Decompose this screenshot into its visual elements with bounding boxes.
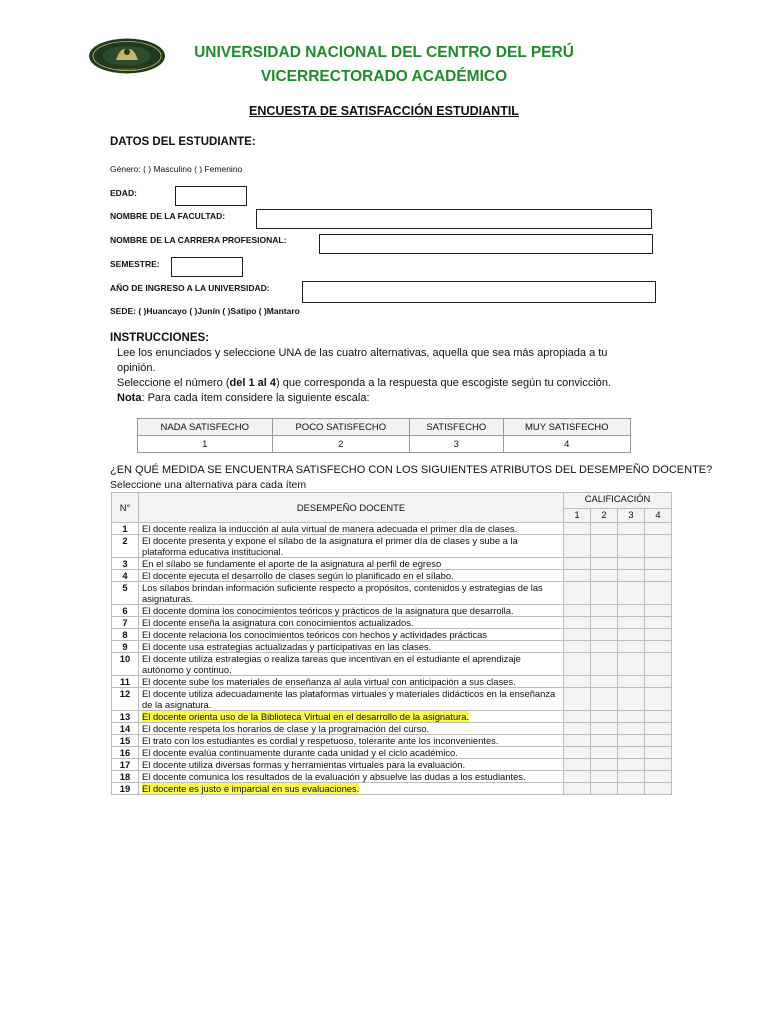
row-statement-text: El trato con los estudiantes es cordial y respetuoso, tolerante ante los inconvenientes. [142, 735, 499, 746]
row-statement-text: El docente respeta los horarios de clase y la programación del curso. [142, 723, 430, 734]
row-statement-text: El docente domina los conocimientos teóricos y prácticos de la asignatura que desarrolla. [142, 605, 514, 616]
row-statement-text: El docente utiliza diversas formas y herramientas virtuales para la evaluación. [142, 759, 466, 770]
row-number: 10 [112, 653, 139, 676]
instruction-line-2: Seleccione el número (del 1 al 4) que corresponda a la respuesta que escogiste según tu convicción. [117, 377, 612, 389]
rating-cell-4[interactable] [645, 723, 672, 735]
rating-cell-3[interactable] [618, 570, 645, 582]
campus-options: SEDE: ( )Huancayo ( )Junín ( )Satipo ( )Mantaro [110, 306, 300, 316]
table-row [112, 759, 672, 771]
rating-cell-1[interactable] [564, 759, 591, 771]
row-statement [139, 582, 564, 605]
row-statement [139, 747, 564, 759]
row-statement [139, 711, 564, 723]
rating-cell-4[interactable] [645, 617, 672, 629]
row-statement [139, 653, 564, 676]
scale-value-4: 4 [503, 436, 630, 453]
rating-cell-3[interactable] [618, 523, 645, 535]
row-number: 2 [112, 535, 139, 558]
scale-label-3: SATISFECHO [410, 419, 504, 436]
table-row [112, 771, 672, 783]
rating-cell-4[interactable] [645, 523, 672, 535]
rating-cell-1[interactable] [564, 605, 591, 617]
table-row [112, 653, 672, 676]
rating-cell-4[interactable] [645, 558, 672, 570]
university-name: UNIVERSIDAD NACIONAL DEL CENTRO DEL PERÚ [194, 44, 574, 61]
rating-cell-2[interactable] [591, 723, 618, 735]
rating-cell-3[interactable] [618, 771, 645, 783]
instruction-line-3: Nota: Para cada ítem considere la siguiente escala: [117, 392, 370, 404]
header-rating-3: 3 [618, 509, 645, 523]
rating-cell-1[interactable] [564, 570, 591, 582]
row-statement [139, 676, 564, 688]
rating-cell-3[interactable] [618, 641, 645, 653]
vice-rectorate-title: VICERRECTORADO ACADÉMICO [260, 68, 508, 85]
row-number: 4 [112, 570, 139, 582]
career-label: NOMBRE DE LA CARRERA PROFESIONAL: [110, 235, 287, 245]
header-rating-4: 4 [645, 509, 672, 523]
rating-cell-1[interactable] [564, 535, 591, 558]
age-label: EDAD: [110, 188, 137, 198]
row-statement [139, 523, 564, 535]
rating-cell-4[interactable] [645, 735, 672, 747]
rating-cell-2[interactable] [591, 676, 618, 688]
row-statement [139, 771, 564, 783]
rating-cell-3[interactable] [618, 735, 645, 747]
rating-cell-2[interactable] [591, 653, 618, 676]
row-number: 9 [112, 641, 139, 653]
semester-field[interactable] [171, 257, 243, 277]
rating-cell-1[interactable] [564, 711, 591, 723]
table-row [112, 617, 672, 629]
rating-cell-1[interactable] [564, 653, 591, 676]
rating-cell-2[interactable] [591, 582, 618, 605]
row-statement-text: El docente enseña la asignatura con conocimientos actualizados. [142, 617, 414, 628]
row-statement-text: El docente sube los materiales de enseñanza al aula virtual con anticipación a sus clases. [142, 676, 516, 687]
rating-cell-2[interactable] [591, 711, 618, 723]
gender-options: Género: ( ) Masculino ( ) Femenino [110, 164, 243, 174]
sub-question: Seleccione una alternativa para cada ítem [110, 479, 307, 491]
table-row [112, 747, 672, 759]
table-row [112, 582, 672, 605]
scale-value-2: 2 [272, 436, 410, 453]
rating-cell-2[interactable] [591, 641, 618, 653]
rating-cell-1[interactable] [564, 747, 591, 759]
teacher-performance-table [111, 492, 672, 795]
rating-cell-4[interactable] [645, 535, 672, 558]
table-row [112, 523, 672, 535]
scale-label-1: NADA SATISFECHO [138, 419, 273, 436]
row-number: 17 [112, 759, 139, 771]
table-row [112, 723, 672, 735]
rating-cell-2[interactable] [591, 629, 618, 641]
rating-cell-1[interactable] [564, 676, 591, 688]
row-statement-text: El docente comunica los resultados de la evaluación y absuelve las dudas a los estudiantes. [142, 771, 526, 782]
rating-cell-2[interactable] [591, 747, 618, 759]
row-number: 15 [112, 735, 139, 747]
scale-value-3: 3 [410, 436, 504, 453]
rating-cell-1[interactable] [564, 771, 591, 783]
rating-cell-2[interactable] [591, 783, 618, 795]
semester-label: SEMESTRE: [110, 259, 160, 269]
rating-cell-4[interactable] [645, 771, 672, 783]
rating-cell-4[interactable] [645, 688, 672, 711]
student-data-heading: DATOS DEL ESTUDIANTE: [110, 136, 256, 148]
rating-cell-1[interactable] [564, 688, 591, 711]
faculty-field[interactable] [256, 209, 652, 229]
header-rating-1: 1 [564, 509, 591, 523]
row-statement [139, 535, 564, 558]
scale-label-4: MUY SATISFECHO [503, 419, 630, 436]
rating-cell-2[interactable] [591, 558, 618, 570]
row-statement [139, 570, 564, 582]
rating-cell-4[interactable] [645, 605, 672, 617]
rating-cell-4[interactable] [645, 629, 672, 641]
header-description: DESEMPEÑO DOCENTE [139, 493, 564, 523]
row-number: 1 [112, 523, 139, 535]
header-rating-2: 2 [591, 509, 618, 523]
row-statement-text: El docente presenta y expone el sílabo de la asignatura el primer día de clases y sube a la plataforma educativa institucional. [142, 535, 518, 557]
row-number: 13 [112, 711, 139, 723]
survey-title: ENCUESTA DE SATISFACCIÓN ESTUDIANTIL [249, 104, 519, 118]
rating-cell-4[interactable] [645, 759, 672, 771]
entry-year-label: AÑO DE INGRESO A LA UNIVERSIDAD: [110, 283, 270, 293]
rating-cell-2[interactable] [591, 688, 618, 711]
rating-cell-4[interactable] [645, 711, 672, 723]
row-statement [139, 629, 564, 641]
table-row [112, 629, 672, 641]
rating-cell-1[interactable] [564, 617, 591, 629]
rating-cell-1[interactable] [564, 629, 591, 641]
rating-cell-3[interactable] [618, 759, 645, 771]
row-statement [139, 617, 564, 629]
rating-cell-1[interactable] [564, 723, 591, 735]
row-statement [139, 735, 564, 747]
rating-cell-4[interactable] [645, 747, 672, 759]
scale-value-1: 1 [138, 436, 273, 453]
row-statement [139, 688, 564, 711]
row-statement-text: Los sílabos brindan información suficiente respecto a propósitos, contenidos y estrategias de las asignaturas. [142, 582, 543, 604]
instructions-heading: INSTRUCCIONES: [110, 332, 210, 344]
rating-cell-1[interactable] [564, 735, 591, 747]
table-row [112, 535, 672, 558]
row-number: 14 [112, 723, 139, 735]
logo-caption: HUANCAYO [118, 68, 136, 72]
row-statement-text: El docente ejecuta el desarrollo de clases según lo planificado en el sílabo. [142, 570, 454, 581]
row-number: 18 [112, 771, 139, 783]
row-statement-text: El docente evalúa continuamente durante cada unidad y el ciclo académico. [142, 747, 458, 758]
row-statement [139, 783, 564, 795]
row-statement [139, 641, 564, 653]
rating-cell-4[interactable] [645, 582, 672, 605]
rating-cell-3[interactable] [618, 605, 645, 617]
rating-cell-3[interactable] [618, 711, 645, 723]
rating-cell-2[interactable] [591, 735, 618, 747]
rating-cell-3[interactable] [618, 617, 645, 629]
rating-cell-3[interactable] [618, 653, 645, 676]
table-row [112, 605, 672, 617]
row-statement-text: El docente orienta uso de la Biblioteca Virtual en el desarrollo de la asignatura. [142, 711, 470, 722]
entry-year-field[interactable] [302, 281, 656, 303]
rating-cell-1[interactable] [564, 641, 591, 653]
table-row [112, 783, 672, 795]
rating-cell-3[interactable] [618, 582, 645, 605]
career-field[interactable] [319, 234, 653, 254]
table-row [112, 735, 672, 747]
row-statement [139, 605, 564, 617]
row-number: 7 [112, 617, 139, 629]
rating-cell-3[interactable] [618, 688, 645, 711]
rating-cell-1[interactable] [564, 558, 591, 570]
row-statement-text: El docente es justo e imparcial en sus evaluaciones. [142, 783, 360, 794]
row-statement-text: El docente utiliza adecuadamente las plataformas virtuales y materiales didácticos en la enseñanza de la asignatura. [142, 688, 556, 710]
row-statement-text: El docente usa estrategias actualizadas y participativas en las clases. [142, 641, 432, 652]
rating-cell-1[interactable] [564, 523, 591, 535]
main-question: ¿EN QUÉ MEDIDA SE ENCUENTRA SATISFECHO CON LOS SIGUIENTES ATRIBUTOS DEL DESEMPEÑO DOCENTE? [110, 464, 713, 476]
table-row [112, 711, 672, 723]
row-number: 11 [112, 676, 139, 688]
age-field[interactable] [175, 186, 247, 206]
row-number: 12 [112, 688, 139, 711]
row-number: 6 [112, 605, 139, 617]
rating-cell-3[interactable] [618, 783, 645, 795]
header-rating: CALIFICACIÓN [564, 493, 672, 509]
rating-cell-2[interactable] [591, 771, 618, 783]
rating-cell-2[interactable] [591, 535, 618, 558]
instruction-line-1: Lee los enunciados y seleccione UNA de las cuatro alternativas, aquella que sea más apropiada a tu opinión. [117, 347, 608, 374]
scale-label-2: POCO SATISFECHO [272, 419, 410, 436]
rating-scale-table [137, 418, 631, 453]
row-number: 5 [112, 582, 139, 605]
row-number: 3 [112, 558, 139, 570]
table-row [112, 676, 672, 688]
rating-cell-3[interactable] [618, 558, 645, 570]
table-row [112, 688, 672, 711]
row-statement [139, 759, 564, 771]
rating-cell-4[interactable] [645, 570, 672, 582]
row-number: 8 [112, 629, 139, 641]
row-statement-text: En el sílabo se fundamente el aporte de la asignatura al perfil de egreso [142, 558, 442, 569]
rating-cell-3[interactable] [618, 535, 645, 558]
faculty-label: NOMBRE DE LA FACULTAD: [110, 211, 226, 221]
rating-cell-2[interactable] [591, 759, 618, 771]
rating-cell-2[interactable] [591, 523, 618, 535]
table-row [112, 558, 672, 570]
rating-cell-2[interactable] [591, 617, 618, 629]
row-statement-text: El docente utiliza estrategias o realiza tareas que incentivan en el estudiante el aprendizaje autónomo y continuo. [142, 653, 521, 675]
row-number: 16 [112, 747, 139, 759]
rating-cell-2[interactable] [591, 570, 618, 582]
rating-cell-4[interactable] [645, 783, 672, 795]
rating-cell-2[interactable] [591, 605, 618, 617]
row-statement-text: El docente realiza la inducción al aula virtual de manera adecuada el primer día de clases. [142, 523, 518, 534]
rating-cell-3[interactable] [618, 747, 645, 759]
row-number: 19 [112, 783, 139, 795]
table-row [112, 641, 672, 653]
row-statement [139, 558, 564, 570]
rating-cell-4[interactable] [645, 653, 672, 676]
rating-cell-4[interactable] [645, 641, 672, 653]
rating-cell-1[interactable] [564, 783, 591, 795]
header-number: N° [112, 493, 139, 523]
row-statement-text: El docente relaciona los conocimientos teóricos con hechos y actividades prácticas [142, 629, 487, 640]
row-statement [139, 723, 564, 735]
rating-cell-3[interactable] [618, 723, 645, 735]
rating-cell-4[interactable] [645, 676, 672, 688]
table-row [112, 570, 672, 582]
rating-cell-1[interactable] [564, 582, 591, 605]
rating-cell-3[interactable] [618, 676, 645, 688]
rating-cell-3[interactable] [618, 629, 645, 641]
